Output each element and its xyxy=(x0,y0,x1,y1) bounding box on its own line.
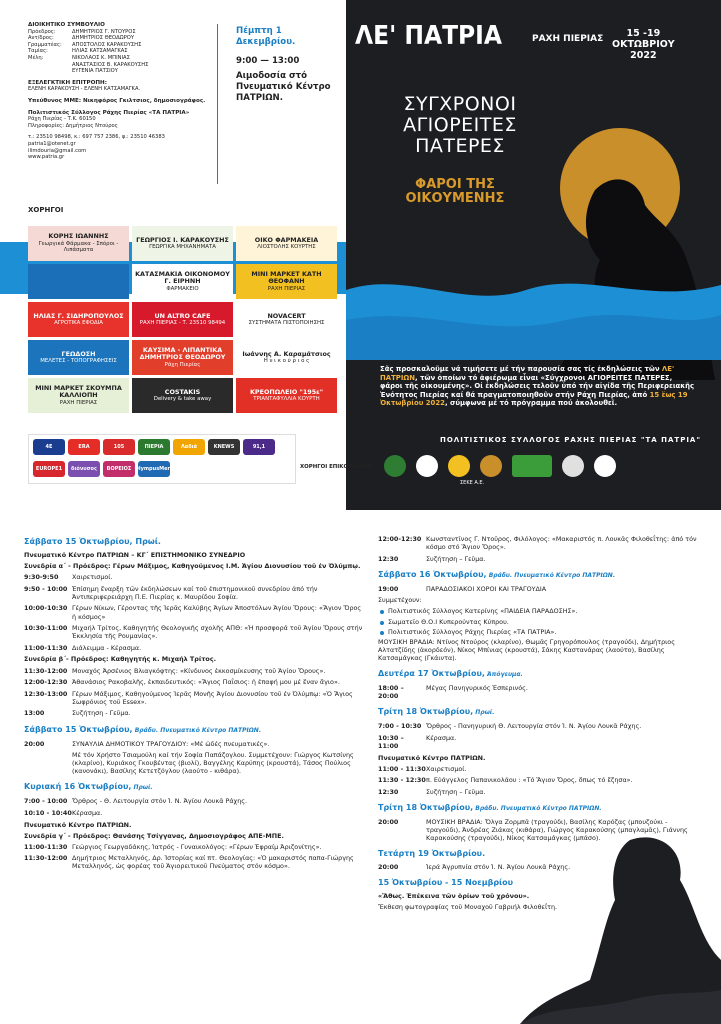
hero-dates-days: 15 -19 xyxy=(626,28,661,39)
program-item xyxy=(24,678,364,686)
program-desc: Ὄρθρος - Θ. Λειτουργία στόν Ἱ. Ν. Ἁγίου Λουκᾶ Ράχης. xyxy=(72,797,248,806)
program-time: 11:00-11:30 xyxy=(24,842,68,851)
member-name: ΕΥΓΕΝΙΑ ΠΑΤΣΙΟΥ xyxy=(72,68,118,75)
sponsor-line: ΤΡΙΑΝΤΑΦΥΛΛΙΑ ΚΟΥΡΤΗ xyxy=(253,396,320,402)
program-time: 12:00-12:30 xyxy=(24,678,68,687)
committee-member xyxy=(28,68,228,75)
program-item xyxy=(24,644,364,652)
program-item xyxy=(24,667,364,675)
hero-title-text: ΛΕ' ΠΑΤΡΙΑ xyxy=(355,21,502,51)
day-heading-text: Τρίτη 18 Ὀκτωβρίου, xyxy=(378,802,474,812)
sponsor-name: ΚΡΕΟΠΩΛΕΙΟ "195ε" xyxy=(249,387,324,396)
logo-icon xyxy=(416,455,438,477)
sponsor-name: ΚΑΥΣΙΜΑ - ΛΙΠΑΝΤΙΚΑ ΔΗΜΗΤΡΙΟΣ ΘΕΟΔΩΡΟΥ xyxy=(139,345,226,362)
participant-item: Πολιτιστικός Σύλλογος Ράχης Πιερίας «ΤΑ ΠΑΤΡΙΑ». xyxy=(378,628,698,636)
sponsor-name: COSTAKIS xyxy=(164,387,201,396)
program-time: 9:50 - 10:00 xyxy=(24,584,68,593)
program-desc: Μοναχός Ἀρσένιος Βλιαγκόφτης: «Κίνδυνος ἐκκοσμίκευσης τοῦ Ἁγίου Ὄρους». xyxy=(72,666,326,675)
hero-subtitle-2: ΦΑΡΟΙ ΤΗΣ ΟΙΚΟΥΜΕΝΗΣ xyxy=(405,177,505,206)
sponsor-card xyxy=(28,340,129,375)
event-time: 9:00 — 13:00 xyxy=(236,56,300,66)
sponsor-line: ΡΑΧΗ ΠΙΕΡΙΑΣ - Τ. 23510 98494 xyxy=(139,320,226,326)
sponsor-line: ΛΙΟΣΤΟΛΗΣ ΚΟΥΡΤΗΣ xyxy=(257,244,316,250)
program-time: 7:00 - 10:00 xyxy=(24,797,68,806)
member-name: ΝΙΚΟΛΑΟΣ Κ. ΜΠΙΝΙΑΣ xyxy=(72,54,130,61)
program-item xyxy=(24,604,364,620)
logo-icon xyxy=(594,455,616,477)
program-item xyxy=(24,854,364,870)
email: patria1@otenet.gr xyxy=(28,140,76,147)
day-heading-text: Δευτέρα 17 Ὀκτωβρίου, xyxy=(378,669,485,679)
day-heading-detail: Βράδυ. Πνευματικό Κέντρο ΠΑΤΡΙΩΝ. xyxy=(486,571,616,579)
program-left xyxy=(24,530,364,874)
program-item xyxy=(24,585,364,601)
program-desc: ΣΥΝΑΥΛΙΑ ΔΗΜΟΤΙΚΟΥ ΤΡΑΓΟΥΔΙΟΥ: «Μέ ὠδές πνευματικές». xyxy=(72,739,270,748)
media-logo: 4E xyxy=(33,439,65,455)
section-title: Συνεδρία γ΄ - Πρόεδρος: Θανάσης Τσίγγανας, Δημοσιογράφος ΑΠΕ-ΜΠΕ. xyxy=(24,831,284,840)
day-heading xyxy=(378,707,698,718)
program-desc: Μέγας Πανηγυρικός Ἑσπερινός. xyxy=(426,684,528,693)
committee-member xyxy=(28,55,228,62)
sponsor-line: ΑΓΡΟΤΙΚΑ ΕΦΟΔΙΑ xyxy=(54,320,103,326)
committee-member xyxy=(28,42,228,49)
day-heading-text: Σάββατο 15 Ὀκτωβρίου, xyxy=(24,724,133,734)
program-time: 12:30 xyxy=(378,554,399,563)
hero-place: ΡΑΧΗ ΠΙΕΡΙΑΣ xyxy=(532,34,604,44)
monk-rock-icon xyxy=(520,830,721,1024)
sponsor-name: ΟΙΚΟ ΦΑΡΜΑΚΕΙΑ xyxy=(254,235,319,244)
program-time: 12:30 xyxy=(378,787,399,796)
invite-highlight: ΛΕ' ΠΑΤΡΙΩΝ xyxy=(380,365,675,382)
day-heading-detail: Πρωί. xyxy=(131,784,153,792)
program-desc: Συζήτηση – Γεῦμα. xyxy=(426,554,486,563)
program-item xyxy=(378,684,698,700)
program-item xyxy=(378,555,698,563)
sponsor-name: UN ALTRO CAFE xyxy=(154,311,211,320)
committee-block xyxy=(28,22,228,161)
program-time: 19:00 xyxy=(378,584,399,593)
member-role: Μέλη: xyxy=(28,54,44,61)
sponsor-card xyxy=(236,340,337,375)
sponsor-card xyxy=(132,340,233,375)
sponsor-card xyxy=(132,302,233,337)
sponsor-line: ΓΕΩΡΓΙΚΑ ΜΗΧΑΝΗΜΑΤΑ xyxy=(149,244,216,250)
program-desc: Ὄρθρος - Πανηγυρική Θ. Λειτουργία στόν Ἱ. Ν. Ἁγίου Λουκᾶ Ράχης. xyxy=(426,722,642,731)
member-name: ΔΗΜΗΤΡΙΟΣ ΘΕΟΔΩΡΟΥ xyxy=(72,35,134,42)
day-heading xyxy=(378,570,698,581)
program-desc: Κέρασμα. xyxy=(426,733,457,742)
invitation-text xyxy=(380,365,695,408)
program-desc: Γεώργιος Γεωργαδάκης, Ἰατρός - Γυναικολόγος: «Γέρων Ἐφραίμ Ἀριζονίτης». xyxy=(72,842,322,851)
sponsor-line: Delivery & take away xyxy=(153,396,212,402)
program-time: 20:00 xyxy=(24,739,45,748)
program-desc: Ἐπίσημη ἔναρξη τῶν ἐκδηλώσεων καί τοῦ ἐπιστημονικοῦ συνεδρίου ἀπό τήν Ἀντιπεριφερειάρχη Π.Ε. Πιερίας κ. Μαυρίδου Σοφία. xyxy=(72,584,318,601)
program-time: 12:00-12:30 xyxy=(378,535,422,543)
program-time: 10:10 - 10:40 xyxy=(24,808,72,817)
program-desc: Συζήτηση – Γεῦμα. xyxy=(426,787,486,796)
phones: τ.: 23510 98498, κ.: 697 757 2386, φ.: 23510 46383 xyxy=(28,134,165,141)
program-time: 10:00-10:30 xyxy=(24,604,68,613)
partner-logos xyxy=(384,455,616,477)
media-logo: 91,1 xyxy=(243,439,275,455)
section-title: Πνευματικό Κέντρο ΠΑΤΡΙΩΝ. xyxy=(378,753,486,762)
event-description: Αιμοδοσία στό Πνευματικό Κέντρο ΠΑΤΡΙΩΝ. xyxy=(236,71,331,103)
logo-icon xyxy=(448,455,470,477)
day-heading-detail: Βράδυ. Πνευματικό Κέντρο ΠΑΤΡΙΩΝ. xyxy=(132,726,262,734)
sponsor-card xyxy=(28,226,129,261)
media-logo: Λαδιά xyxy=(173,439,205,455)
media-logo: OlympusMera xyxy=(138,461,170,477)
event-date: Πέμπτη 1 Δεκεμβρίου. xyxy=(236,26,296,47)
program-desc: Συζήτηση - Γεῦμα. xyxy=(72,709,131,718)
committee-member xyxy=(28,29,228,36)
program-desc: π. Εὐάγγελος Παπανικολάου : «Τό Ἅγιον Ὄρος, ὅπως τό ἔζησα». xyxy=(426,776,633,785)
program-time: 11:30-12:00 xyxy=(24,854,68,863)
member-role: Αντ/δρος: xyxy=(28,35,54,42)
day-heading xyxy=(378,669,698,680)
day-heading-detail: Πρωί. xyxy=(473,709,495,717)
program-item xyxy=(378,788,698,796)
hero-dates-month: ΟΚΤΩΒΡΙΟΥ xyxy=(612,39,675,50)
program-desc: Κέρασμα. xyxy=(72,808,103,817)
program-item xyxy=(378,734,698,750)
hero-dates xyxy=(612,28,675,61)
program-desc: Χαιρετισμοί. xyxy=(72,573,113,582)
day-heading xyxy=(24,782,364,793)
sponsor-card xyxy=(236,226,337,261)
sponsor-line: Γεωργικά Φάρμακα - Σπόροι - Λιπάσματα xyxy=(38,240,119,254)
info-line: Πληροφορίες: Δημήτριος Ντούρος xyxy=(28,122,118,129)
day-heading-text: Τρίτη 18 Ὀκτωβρίου, xyxy=(378,707,474,717)
divider xyxy=(217,24,218,184)
program-time: 10:30-11:00 xyxy=(24,624,68,633)
program-item xyxy=(24,809,364,817)
program-time xyxy=(24,751,72,775)
website: www.patria.gr xyxy=(28,154,65,161)
sponsor-card xyxy=(28,302,129,337)
sponsor-name: ΚΟΡΗΣ ΙΩΑΝΝΗΣ xyxy=(48,232,109,241)
media-logo: 105 xyxy=(103,439,135,455)
section-title: Συνεδρία α΄ - Πρόεδρος: Γέρων Μάξιμος, Καθηγούμενος Ι.Μ. Ἁγίου Διονυσίου τοῦ ἐν Ὀλύμπῳ. xyxy=(24,562,361,571)
program-time: 9:30-9:50 xyxy=(24,573,59,582)
day-heading xyxy=(24,725,364,736)
member-name: ΔΗΜΗΤΡΙΟΣ Γ. ΝΤΟΥΡΟΣ xyxy=(72,28,136,35)
member-name: ΑΠΟΣΤΟΛΟΣ ΚΑΡΑΚΟΥΣΗΣ xyxy=(72,41,142,48)
program-item xyxy=(24,709,364,717)
program-desc: Χαιρετισμοί. xyxy=(426,764,467,773)
program-time: 11:30 - 12:30 xyxy=(378,776,426,785)
sponsors-grid xyxy=(28,226,341,413)
program-text: ΜΟΥΣΙΚΗ ΒΡΑΔΙΑ: Ντίνος Ντούρος (κλαρίνο), Θωμᾶς Γρηγορόπουλος (τραγούδι), Δημήτριος Αλτατζίδης (ἀκορδεόν), Νίκος Μπίνιας (κρουστά), Σάκης Καστανάρας (λαούτο), Βασίλης Κατσαμάγκας (Γκάιντα). xyxy=(378,637,675,662)
program-item xyxy=(24,843,364,851)
member-name: ΑΝΑΣΤΑΣΙΟΣ Β. ΚΑΡΑΚΟΥΣΗΣ xyxy=(72,61,149,68)
program-time: 20:00 xyxy=(378,863,399,872)
blood-drive-event xyxy=(236,26,336,104)
program-desc: Μιχαήλ Τρίτος, Καθηγητής Θεολογικῆς σχολῆς ΑΠΘ: «Ἡ προσφορά τοῦ Ἁγίου Ὄρους στήν Ἐκκλησία τῆς Ρουμανίας». xyxy=(72,624,363,641)
media-logo: ΒΟΡΕΙΟΣ xyxy=(103,461,135,477)
media-logo: ΠΙΕΡΙΑ xyxy=(138,439,170,455)
club-name: ΠΟΛΙΤΙΣΤΙΚΟΣ ΣΥΛΛΟΓΟΣ ΡΑΧΗΣ ΠΙΕΡΙΑΣ "ΤΑ ΠΑΤΡΙΑ" xyxy=(440,436,701,444)
sponsor-name: ΓΕΩΡΓΙΟΣ Ι. ΚΑΡΑΚΟΥΣΗΣ xyxy=(136,235,229,244)
email: ilimdouria@gmail.com xyxy=(28,147,87,154)
committee-member xyxy=(28,35,228,42)
invite-part: , τῶν ὁποίων τό ἀφιέρωμα εἶναι «Σύγχρονοι ΑΓΙΟΡΕΙΤΕΣ ΠΑΤΕΡΕΣ, φάροι τῆς οἰκουμένης». Οἱ ἐκδηλώσεις τελοῦν ὑπό τήν αἰγίδα τῆς Περιφερειακῆς Ἑνότητος Πιερίας καί θά πραγματοποιηθοῦν στήν Ράχη Πιερίας, ἀπό xyxy=(380,373,695,399)
program-desc: Ἱερά Ἀγρυπνία στόν Ἱ. Ν. Ἁγίου Λουκᾶ Ράχης. xyxy=(426,863,571,872)
media-sponsors-label: ΧΟΡΗΓΟΙ ΕΠΙΚΟΙΝΩΝΙΑΣ xyxy=(300,464,374,470)
program-item xyxy=(378,585,698,593)
hero-subtitle: ΣΥΓΧΡΟΝΟΙ ΑΓΙΟΡΕΙΤΕΣ ΠΑΤΕΡΕΣ xyxy=(403,93,517,157)
member-role: Γραμματέας: xyxy=(28,41,62,48)
logo-icon xyxy=(562,455,584,477)
committee-heading: ΔΙΟΙΚΗΤΙΚΟ ΣΥΜΒΟΥΛΙΟ xyxy=(28,22,105,28)
program-item xyxy=(24,797,364,805)
sponsor-line: ΜΕΛΕΤΕΣ - ΤΟΠΟΓΡΑΦΗΣΕΙΣ xyxy=(40,358,117,364)
program-time: 20:00 xyxy=(378,817,399,826)
program-desc: Γέρων Νίκων, Γέροντας τῆς Ἱερᾶς Καλύβης Ἁγίων Ἀποστόλων Ἁγίου Ὄρους: «Ἅγιον Ὄρος ἡ κόσμος» xyxy=(72,604,362,621)
program-time: 18:00 – 20:00 xyxy=(378,684,404,701)
day-heading-text: 15 Ὀκτωβρίου - 15 Νοεμβρίου xyxy=(378,878,514,888)
logo-icon xyxy=(384,455,406,477)
day-heading-text: Τετάρτη 19 Ὀκτωβρίου. xyxy=(378,849,486,859)
sponsor-name: ΚΑΤΑΣΜΑΚΙΑ ΟΙΚΟΝΟΜΟΥ Γ. ΕΙΡΗΝΗ xyxy=(135,269,230,286)
section-title: «Ἄθως. Ἐπέκεινα τῶν ὁρίων τοῦ χρόνου». xyxy=(378,892,530,901)
sponsor-name: Ιωάννης Α. Καραμάτσιος xyxy=(242,349,331,358)
sponsor-name: NOVACERT xyxy=(267,311,306,320)
sponsor-card xyxy=(132,226,233,261)
program-time: 11:00 - 11:30 xyxy=(378,764,426,773)
sponsor-line: Ράχη Πιερίας xyxy=(164,361,201,368)
program-text: Ἔκθεση φωτογραφίας τοῦ Μοναχοῦ Γαβριήλ Φιλοθεΐτη. xyxy=(378,903,558,912)
media-logo: διόνυσος xyxy=(68,461,100,477)
program-desc: ΜΟΥΣΙΚΗ ΒΡΑΔΙΑ: Ὄλγα Ζορμπᾶ (τραγούδι), Βασίλης Καρόζας (μπουζούκι - τραγούδι), Ἀνδρέας Ζιάκας (κιθάρα), Γιώργος Καρακούσης (μπαγλαμᾶς), Γιάννης Καρακούσης (τραγούδι), Νίκος Κατσαμάγκας (μπάσο). xyxy=(426,817,688,843)
program-item xyxy=(24,690,364,706)
program-time: 10:30 – 11:00 xyxy=(378,733,404,750)
program-text: Συμμετέχουν: xyxy=(378,596,422,605)
program-desc: Ἀθανάσιος Ρακοβαλῆς, ἐκπαιδευτικός: «Ἅγιος Παΐσιος: ἡ ἐπαφή μου μέ ἕναν ἅγιο». xyxy=(72,678,340,687)
program-desc: Γέρων Μάξιμος, Καθηγούμενος Ἱερᾶς Μονῆς Ἁγίου Διονυσίου τοῦ ἐν Ὀλύμπῳ: «Ὁ Ἅγιος Σωφρόνιος τοῦ Essex». xyxy=(72,689,353,706)
sponsor-card xyxy=(132,264,233,299)
media-logo: EUROPE1 xyxy=(33,461,65,477)
section-title: Συνεδρία β΄- Πρόεδρος: Καθηγητής κ. Μιχαήλ Τρίτος. xyxy=(24,655,217,664)
program-item xyxy=(378,765,698,773)
invite-part: Σᾶς προσκαλοῦμε νά τιμήσετε μέ τήν παρουσία σας τίς ἐκδηλώσεις τῶν xyxy=(380,365,662,373)
program-item xyxy=(24,624,364,640)
section-title: Πνευματικό Κέντρο ΠΑΤΡΙΩΝ. xyxy=(24,820,132,829)
sponsor-name: MINI ΜΑΡΚΕΤ ΚΑΤΗ ΘΕΟΦΑΝΗ xyxy=(251,269,322,286)
day-heading-detail: Ἀπόγευμα. xyxy=(484,671,523,679)
program-time: 11:00-11:30 xyxy=(24,643,68,652)
participant-item: Σωματεῖο Θ.Ο.Ι Κυπερούντας Κύπρου. xyxy=(378,618,698,626)
logo-icon xyxy=(512,455,552,477)
sponsor-line: ΣΥΣΤΗΜΑΤΑ ΠΙΣΤΟΠΟΙΗΣΗΣ xyxy=(248,320,325,326)
exec-heading: ΕΞΕΛΕΓΚΤΙΚΗ ΕΠΙΤΡΟΠΗ: xyxy=(28,79,107,86)
sponsor-card xyxy=(236,264,337,299)
member-role xyxy=(28,62,72,69)
sponsor-card xyxy=(132,378,233,413)
sponsor-card xyxy=(28,264,129,299)
logo-label: ΣΕΚΕ Α.Ε. xyxy=(460,480,485,486)
program-item xyxy=(24,740,364,748)
invite-highlight: 15 ἕως 19 Ὀκτωβρίου 2022 xyxy=(380,390,688,408)
program-desc: Διάλειμμα - Κέρασμα. xyxy=(72,643,142,652)
day-heading-text: Κυριακή 16 Ὀκτωβρίου, xyxy=(24,782,132,792)
invite-part: , σύμφωνα μέ τό πρόγραμμα πού ἀκολουθεῖ. xyxy=(444,399,618,408)
sponsor-name: ΓΕΩΔΟΣΗ xyxy=(61,349,96,358)
hero-dates-year: 2022 xyxy=(630,50,657,61)
media-responsible: Υπεύθυνος ΜΜΕ: Νικηφόρος Γκιλτσιος, δημοσιογράφος. xyxy=(28,97,206,104)
media-sponsors xyxy=(28,434,296,484)
program-item xyxy=(378,535,698,551)
day-heading-detail: Βράδυ. Πνευματικό Κέντρο ΠΑΤΡΙΩΝ. xyxy=(473,804,602,812)
sponsor-line: ΦΑΡΜΑΚΕΙΟ xyxy=(166,285,199,292)
sponsor-card xyxy=(28,378,129,413)
program-time: 13:00 xyxy=(24,709,45,718)
program-desc: Κωνσταντῖνος Γ. Ντοῦρος, Φιλόλογος: «Μακαριστός π. Λουκᾶς Φιλοθεΐτης: ἀπό τόν κόσμο στό Ἅγιον Ὄρος». xyxy=(426,535,697,552)
participant-item: Πολιτιστικός Σύλλογος Κατερίνης «ΠΑΙΔΕΙΑ ΠΑΡΑΔΟΣΗΣ». xyxy=(378,607,698,615)
program-time: 11:30-12:00 xyxy=(24,666,68,675)
sponsors-title: ΧΟΡΗΓΟΙ xyxy=(28,206,64,214)
program-desc: Μέ τόν Χρήστο Τσιαμούλη καί τήν Σοφία Παπάζογλου. Συμμετέχουν: Γιώργος Κωτσίνης (κλαρίνο), Κυριάκος Γκουβέντας (βιολί), Βαγγέλης Καρύπης (κρουστά), Τάσος Πούλιος (κανονάκι), Βασίλης Κετετζόγλου (λαούτο - κιθάρα). xyxy=(72,751,354,776)
sponsor-card xyxy=(236,378,337,413)
section-title: Πνευματικό Κέντρο ΠΑΤΡΙΩΝ – ΚΓ΄ ΕΠΙΣΤΗΜΟΝΙΚΟ ΣΥΝΕΔΡΙΟ xyxy=(24,551,246,559)
media-logo: KNEWS xyxy=(208,439,240,455)
program-item xyxy=(378,722,698,730)
sponsor-line: ΡΑΧΗ ΠΙΕΡΙΑΣ xyxy=(59,399,98,406)
club-line: Πολιτιστικός Σύλλογος Ράχης Πιερίας «ΤΑ ΠΑΤΡΙΑ» xyxy=(28,109,190,116)
sponsor-card xyxy=(236,302,337,337)
committee-member xyxy=(28,48,228,55)
sponsor-line: ΡΑΧΗ ΠΙΕΡΙΑΣ xyxy=(267,285,306,292)
program-item xyxy=(24,751,364,775)
day-heading-text: Σάββατο 15 Ὀκτωβρίου, Πρωί. xyxy=(24,537,161,546)
exec-names: ΕΛΕΝΗ ΚΑΡΑΚΟΥΣΗ - ΕΛΕΝΗ ΚΑΤΣΑΜΑΓΚΑ. xyxy=(28,86,141,93)
address: Ράχη Πιερίας - Τ.Κ. 60150 xyxy=(28,116,96,123)
program-time: 12:30-13:00 xyxy=(24,689,68,698)
media-logo: ERA xyxy=(68,439,100,455)
day-heading xyxy=(378,803,698,814)
day-heading xyxy=(24,537,364,547)
program-item xyxy=(24,573,364,581)
member-role: Ταμίας: xyxy=(28,48,48,55)
day-heading-text: Σάββατο 16 Ὀκτωβρίου, xyxy=(378,569,487,579)
member-role: Πρόεδρος: xyxy=(28,28,56,35)
committee-member xyxy=(28,62,228,69)
sponsor-line: Η ν ι κ ο ύ ρ ι ο ς xyxy=(263,358,310,364)
member-role xyxy=(28,68,72,75)
program-time: 7:00 - 10:30 xyxy=(378,722,422,731)
program-desc: ΠΑΡΑΔΟΣΙΑΚΟΙ ΧΟΡΟΙ ΚΑΙ ΤΡΑΓΟΥΔΙΑ xyxy=(426,584,547,593)
hero-title xyxy=(355,22,502,50)
member-name: ΗΛΙΑΣ ΚΑΤΣΑΜΑΓΚΑΣ xyxy=(72,48,128,55)
logo-icon xyxy=(480,455,502,477)
program-desc: Δημήτριος Μεταλληνός, Δρ. Ἱστορίας καί πτ. Θεολογίας: «Ὁ μακαριστός παπα-Γιώργης Μεταλληνός, ὡς φορέας τοῦ Ἁγιορειτικοῦ Πνεύματος στόν κόσμο». xyxy=(72,854,354,871)
sea-wave-icon xyxy=(346,250,721,360)
sponsor-name: ΗΛΙΑΣ Γ. ΣΙΔΗΡΟΠΟΥΛΟΣ xyxy=(33,311,124,320)
program-item xyxy=(378,776,698,784)
sponsor-name: MINI ΜΑΡΚΕΤ ΣΚΟΥΜΠΑ ΚΑΛΛΙΟΠΗ xyxy=(35,383,122,400)
